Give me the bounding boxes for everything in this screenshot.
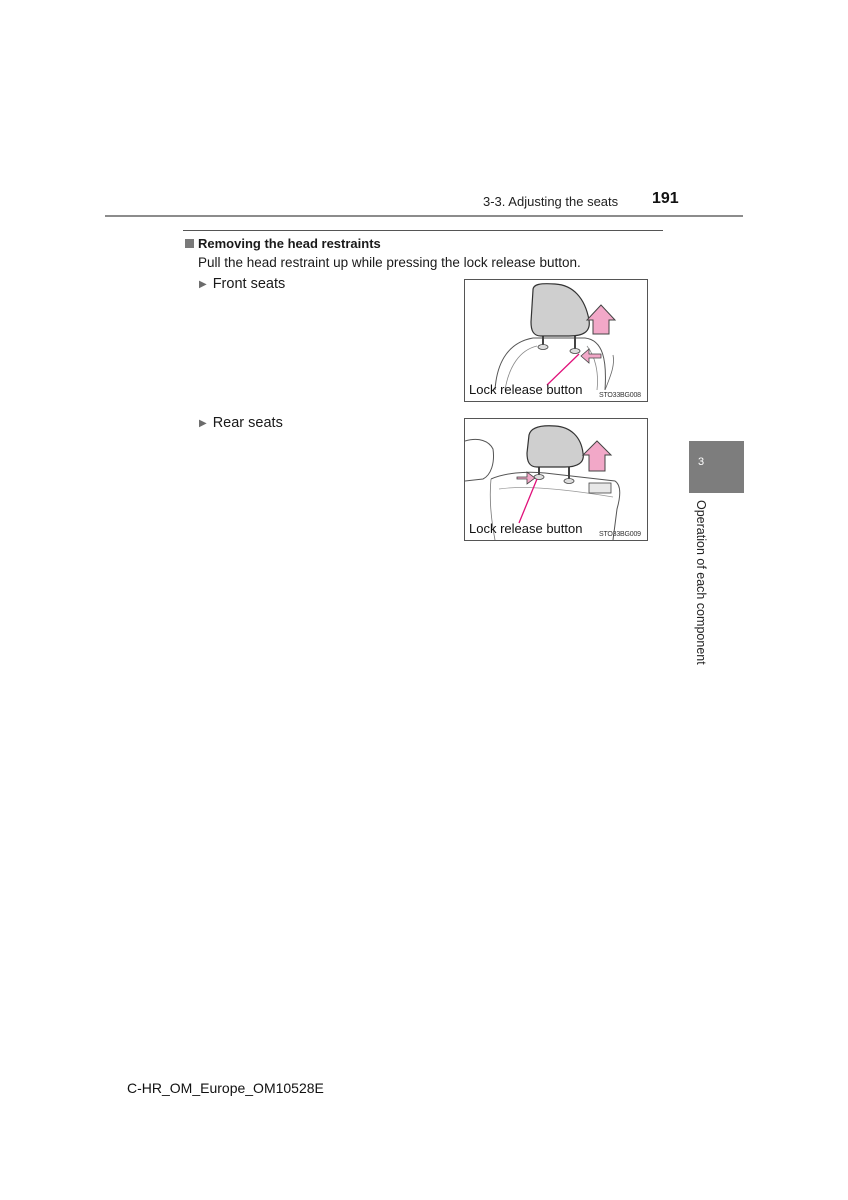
content-divider — [183, 230, 663, 231]
figure-caption: Lock release button — [469, 521, 583, 536]
footer-document-code: C-HR_OM_Europe_OM10528E — [127, 1080, 324, 1096]
triangle-bullet-icon: ▶ — [199, 417, 207, 429]
figure-code: STO33BG009 — [599, 531, 641, 538]
chapter-tab — [689, 441, 744, 493]
bullet-front-seats — [199, 276, 285, 292]
square-bullet-icon — [185, 239, 194, 248]
chapter-number: 3 — [698, 456, 705, 468]
subsection-heading — [185, 236, 381, 251]
figure-code: STO33BG008 — [599, 392, 641, 399]
bullet-label: Rear seats — [212, 415, 283, 431]
chapter-title: Operation of each component — [694, 500, 708, 665]
figure-caption: Lock release button — [469, 382, 583, 397]
subsection-heading-text: Removing the head restraints — [198, 236, 381, 251]
triangle-bullet-icon: ▶ — [199, 278, 207, 290]
instruction-text: Pull the head restraint up while pressing the lock release button. — [198, 255, 581, 270]
page-number: 191 — [652, 190, 679, 207]
rear-seat-figure — [464, 418, 648, 541]
bullet-rear-seats — [199, 415, 283, 431]
bullet-label: Front seats — [212, 276, 286, 292]
section-title: 3-3. Adjusting the seats — [483, 194, 619, 209]
header-divider — [105, 215, 743, 217]
front-seat-figure — [464, 279, 648, 402]
